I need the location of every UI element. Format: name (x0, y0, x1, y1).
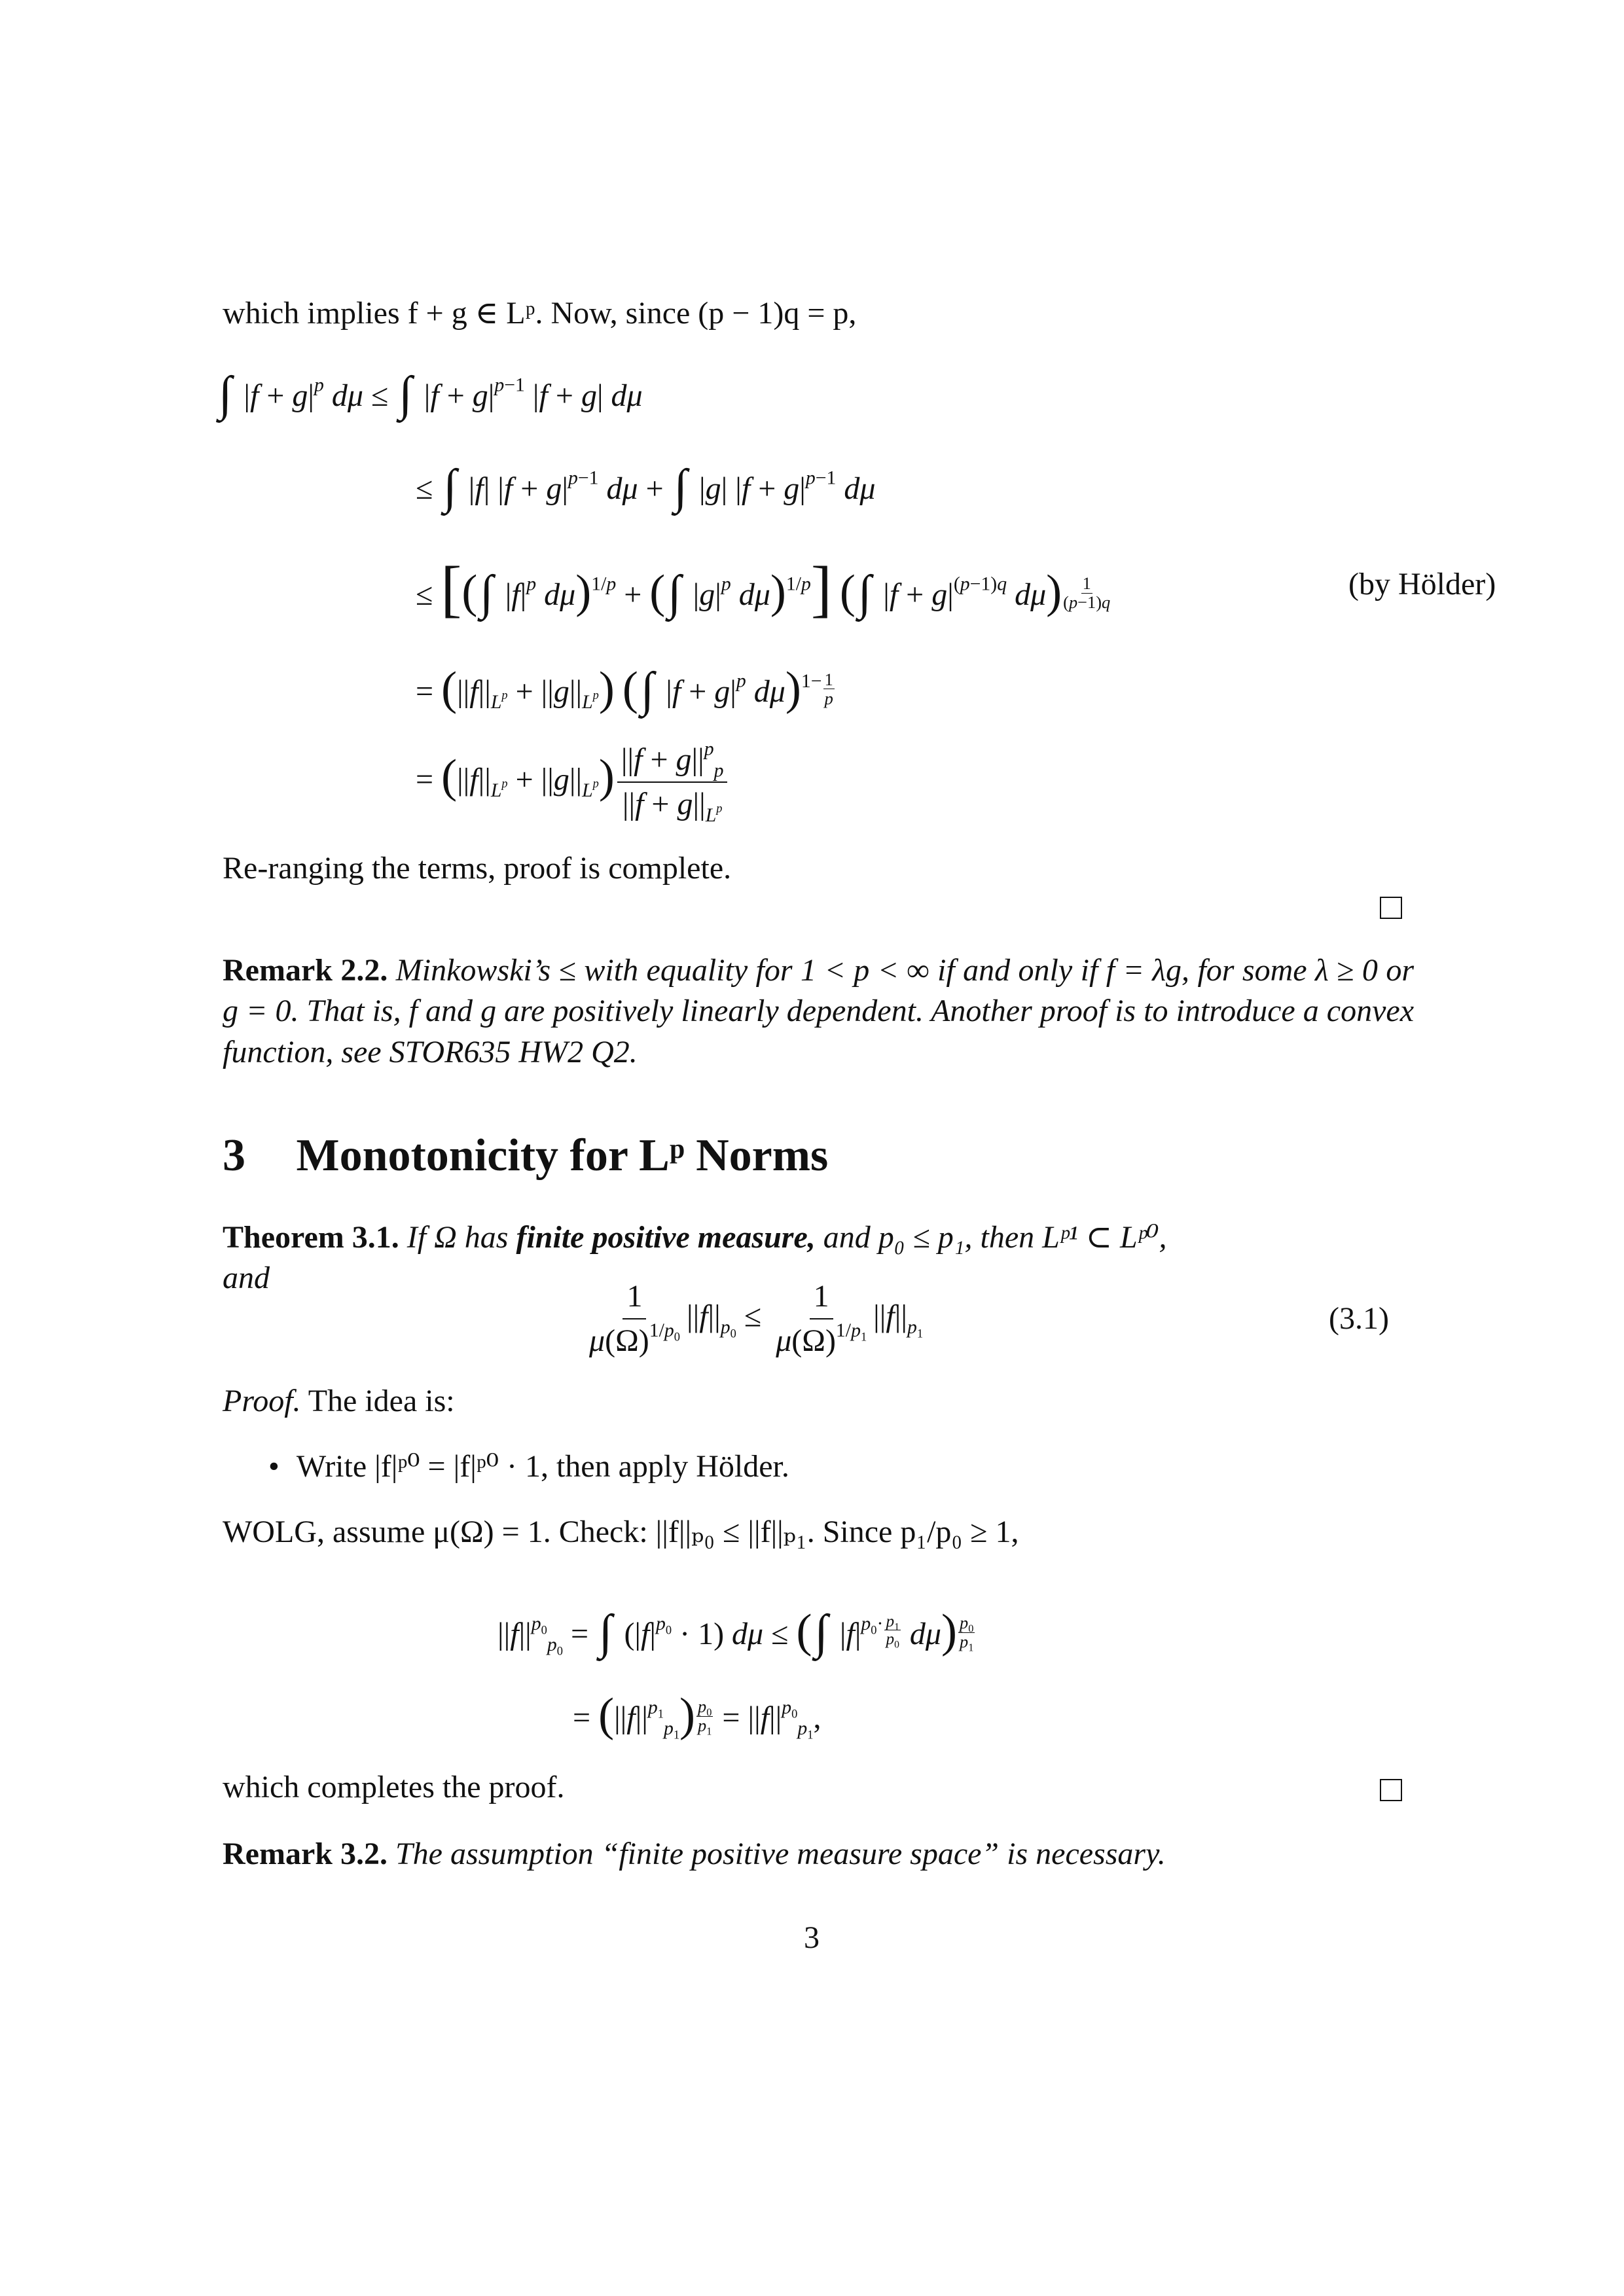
qed-square (1380, 1779, 1402, 1801)
theorem-label: Theorem 3.1. (223, 1220, 399, 1255)
theorem-text-c: and (223, 1261, 270, 1296)
remark-2-2-text: Minkowski’s ≤ with equality for 1 < p < ∞ if and only if f = λg, for some λ ≥ 0 or g = 0. That is, f and g are positively linearly dependent. Another proof is to introduce a convex function, see STOR635 HW2 Q2. (223, 953, 1415, 1069)
qed-square (1380, 897, 1402, 919)
rearrange-text: Re-ranging the terms, proof is complete. (223, 851, 732, 886)
eq-line-5: = $(||f||_{L^p} + ||g||_{L^p})$ $\frac{||f + g||^p_p}{||f + g||_{L^p}}$ (416, 740, 730, 825)
holder-eq-2: = $(||f||^{p_1}_{p_1})$ $\frac{p_0}{p_1}$ = $||f||^{p_0}_{p_1}$, (573, 1688, 821, 1742)
holder-eq-1: $||f||^{p_0}_{p_0}$ = ∫ $(|f|^{p_0} \cdot 1) d\mu$ ≤ (∫ $|f|^{p_0\cdot \frac{p_1}{p_0}}$ dμ) $\frac{p_0}{p_1}$ (497, 1604, 974, 1659)
theorem-text-a: If Ω has (406, 1220, 509, 1255)
remark-3-2 (223, 1834, 1166, 1874)
section-heading (223, 1126, 828, 1185)
page-number: 3 (804, 1920, 820, 1955)
equation-3-1: $\frac{1}{\mu(\Omega)^{1/p_0}}$ $||f||_{p_0}$ ≤ $\frac{1}{\mu(\Omega)^{1/p_1}}$ $||f||_{p_1}$ (583, 1276, 923, 1362)
remark-3-2-text: The assumption “finite positive measure space” is necessary. (395, 1837, 1166, 1871)
proof-bullet: • Write |f|ᵖ⁰ = |f|ᵖ⁰ · 1, then apply Hölder. (268, 1449, 789, 1484)
remark-2-2 (223, 950, 1414, 1073)
proof-intro (223, 1381, 455, 1422)
proof-complete: which completes the proof. (223, 1770, 565, 1804)
proof-label: Proof. (223, 1384, 301, 1418)
eq-line-4: = $(||f||_{L^p} + ||g||_{L^p})$ (∫ $|f + g|^p$ dμ)$^{1- \frac{1}{p}}$ (416, 662, 833, 717)
equation-number: (3.1) (1329, 1301, 1389, 1336)
theorem-text-b: and p₀ ≤ p₁, then Lᵖ¹ ⊂ Lᵖ⁰, (823, 1220, 1167, 1255)
section-title: Monotonicity for Lᵖ Norms (296, 1130, 829, 1181)
by-holder-note: (by Hölder) (1348, 567, 1496, 601)
theorem-text-bold: finite positive measure, (516, 1220, 816, 1255)
proof-idea: The idea is: (308, 1384, 455, 1418)
eq-line-3: ≤ [(∫ $|f|^p$ dμ)$^{1/p}$ + (∫ $|g|^p$ dμ)$^{1/p}$] (∫ $|f + g|^{(p-1)q}$ dμ) $\frac{1}{(p-1)q}$ (416, 553, 1111, 624)
section-number: 3 (223, 1130, 245, 1181)
eq-line-1: ∫ $|f + g|^p$ dμ ≤ ∫ $|f + g|^{p-1}$ |f + g| dμ (219, 367, 643, 421)
remark-3-2-label: Remark 3.2. (223, 1837, 388, 1871)
wolg-line: WOLG, assume μ(Ω) = 1. Check: ||f||ₚ₀ ≤ ||f||ₚ₁. Since p₁/p₀ ≥ 1, (223, 1515, 1019, 1549)
intro-line: which implies f + g ∈ Lᵖ. Now, since (p − 1)q = p, (223, 296, 857, 331)
remark-2-2-label: Remark 2.2. (223, 953, 388, 988)
eq-line-2: ≤ ∫ |f| $|f + g|^{p-1}$ dμ + ∫ |g| $|f + g|^{p-1}$ dμ (416, 459, 876, 514)
